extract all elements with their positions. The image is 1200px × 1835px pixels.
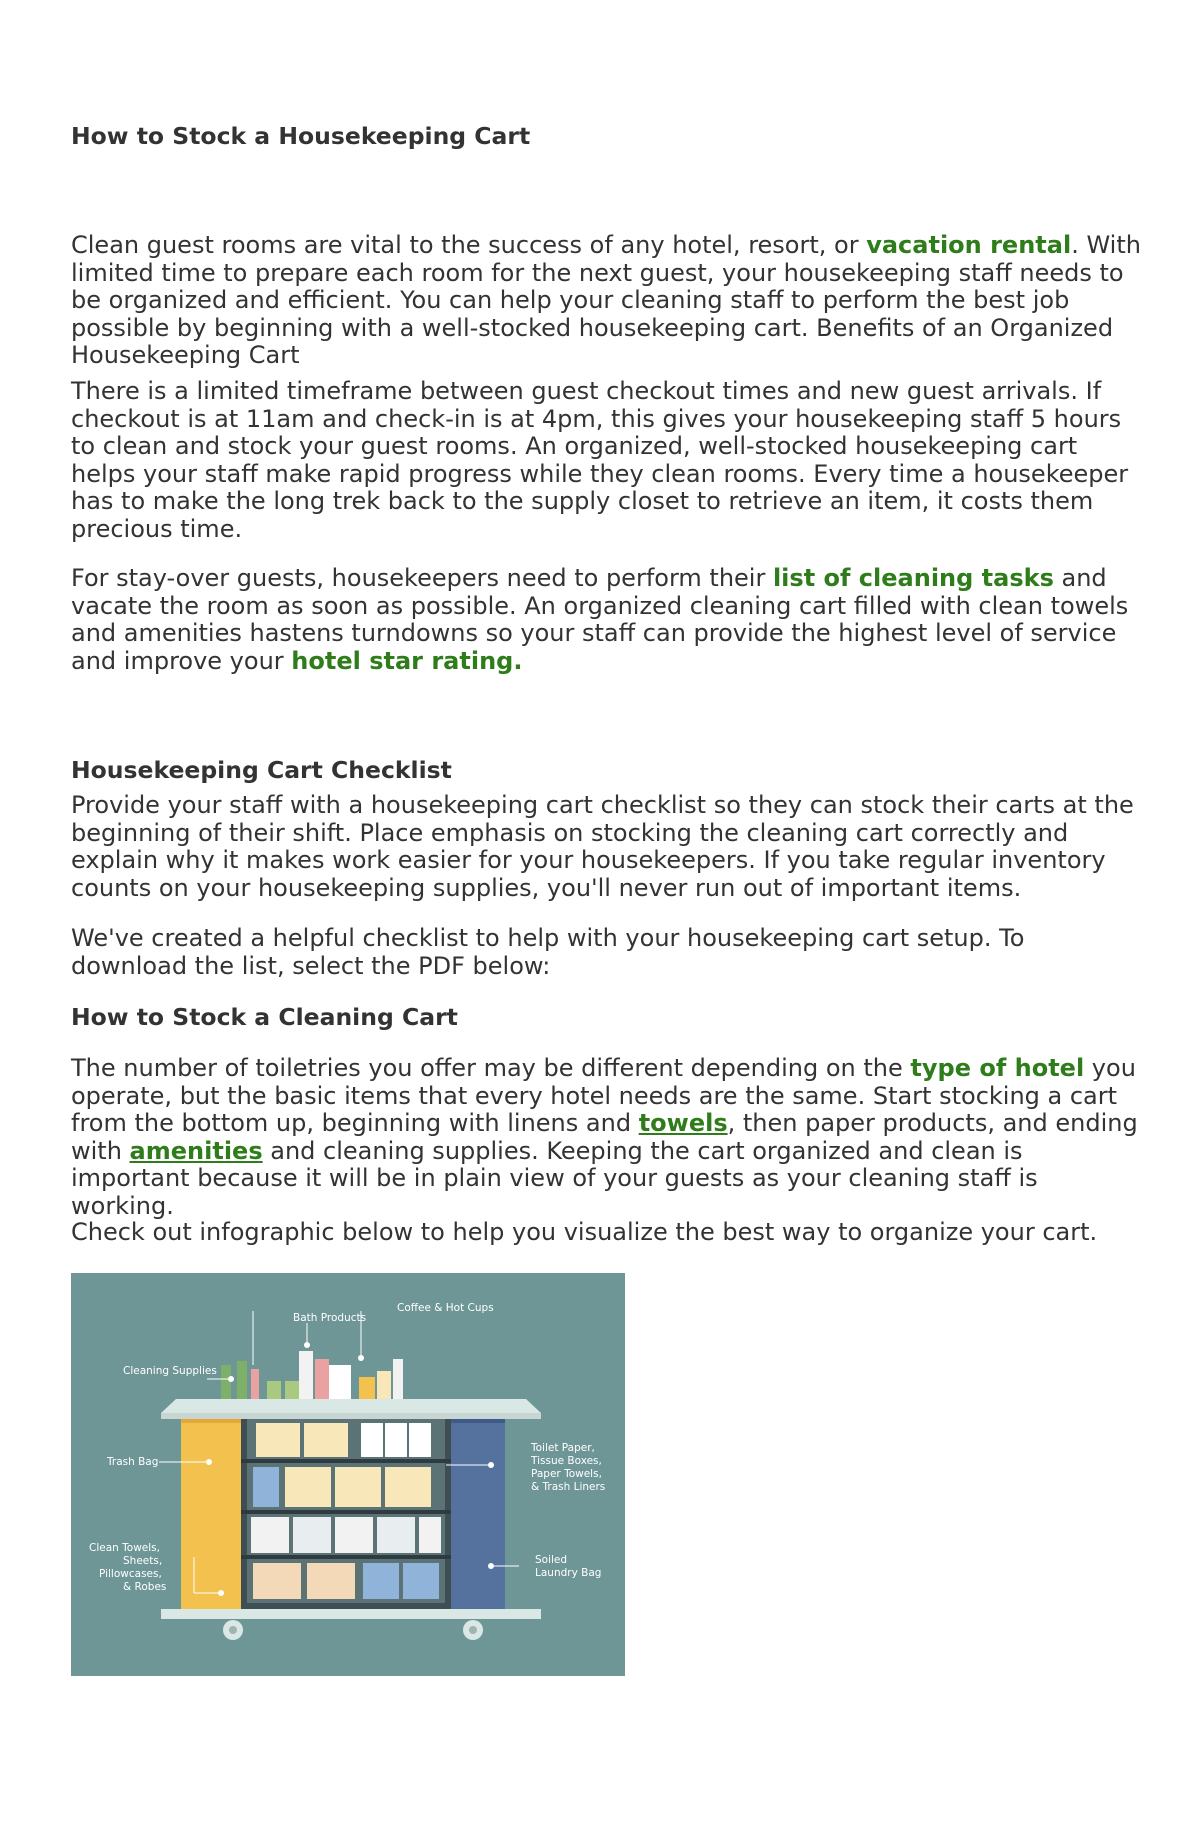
stock-cart-heading: How to Stock a Cleaning Cart — [71, 1003, 458, 1031]
label-paper-3: Paper Towels, — [531, 1468, 602, 1480]
coffee-cups-icon — [377, 1371, 391, 1399]
timeframe-paragraph: There is a limited timeframe between guest checkout times and new guest arrivals. If checkout is at 11am and check-in is at 4pm, this gives your housekeeping staff 5 hours to clean and stock your guest rooms. An organized, well-stocked housekeeping cart helps your staff make rapid progress while they clean rooms. Every time a housekeeper has to make the long trek back to the supply closet to retrieve an item, it costs them precious time. — [71, 377, 1129, 543]
bath-products-icon — [299, 1351, 313, 1399]
page-title: How to Stock a Housekeeping Cart — [71, 122, 531, 150]
hotel-star-rating-link[interactable]: hotel star rating. — [291, 646, 523, 675]
label-paper-1: Toilet Paper, — [531, 1442, 595, 1454]
label-laundry-2: Laundry Bag — [535, 1567, 602, 1579]
toiletries-text-3: , then paper products, and ending with — [71, 1109, 1138, 1165]
stayover-paragraph — [71, 565, 1141, 675]
label-paper-2: Tissue Boxes, — [531, 1455, 602, 1467]
checklist-heading: Housekeeping Cart Checklist — [71, 756, 452, 784]
cleaning-tasks-link[interactable]: list of cleaning tasks — [772, 564, 1054, 592]
cart-top — [161, 1399, 541, 1413]
label-towels-3: Pillowcases, — [99, 1568, 162, 1580]
label-cleaning-supplies: Cleaning Supplies — [123, 1365, 217, 1377]
checklist-paragraph: Provide your staff with a housekeeping cart checklist so they can stock their carts at the beginning of their shift. Place emphasis on stocking the cleaning cart correctly and explain why it makes work easier for your housekeepers. If you take regular inventory counts on your housekeeping supplies, you'll never run out of important items. — [71, 791, 1134, 902]
cart-base — [161, 1609, 541, 1619]
cart-illustration — [71, 1273, 625, 1676]
label-towels-1: Clean Towels, — [89, 1542, 160, 1554]
type-of-hotel-link[interactable]: type of hotel — [910, 1054, 1085, 1082]
intro-text-2: . With limited time to prepare each room for the next guest, your housekeeping staff needs to be organized and efficient. You can help your cleaning staff to perform the best job possible by beginning with a well-stocked housekeeping cart. Benefits of an Organized Housekeeping Cart — [71, 231, 1141, 369]
label-towels-4: & Robes — [123, 1581, 167, 1593]
label-towels-2: Sheets, — [123, 1555, 163, 1567]
toiletries-text-2: you operate, but the basic items that every hotel needs are the same. Start stocking a cart from the bottom up, beginning with linens and — [71, 1054, 1136, 1137]
label-laundry-1: Soiled — [535, 1554, 568, 1566]
vacation-rental-link[interactable]: vacation rental — [866, 231, 1072, 259]
intro-text-1: Clean guest rooms are vital to the success of any hotel, resort, or — [71, 231, 867, 259]
stayover-text-1: For stay-over guests, housekeepers need to perform their — [71, 564, 773, 592]
stayover-text-2: and vacate the room as soon as possible. An organized cleaning cart filled with clean towels and amenities hastens turndowns so your staff can provide the highest level of service and improve your — [71, 564, 1129, 675]
towels-link[interactable]: towels — [638, 1109, 728, 1137]
toiletries-paragraph — [71, 1055, 1141, 1220]
infographic-intro: Check out infographic below to help you visualize the best way to organize your cart. — [71, 1218, 1098, 1246]
intro-paragraph — [71, 232, 1141, 370]
label-bath-products: Bath Products — [293, 1312, 367, 1324]
housekeeping-cart-infographic — [71, 1273, 625, 1676]
label-trash-bag: Trash Bag — [107, 1456, 159, 1468]
laundry-bag-icon — [451, 1413, 505, 1609]
trash-bag-icon — [181, 1413, 241, 1609]
toiletries-text-1: The number of toiletries you offer may be different depending on the — [71, 1054, 911, 1082]
label-paper-4: & Trash Liners — [531, 1481, 606, 1493]
download-paragraph: We've created a helpful checklist to help with your housekeeping cart setup. To download the list, select the PDF below: — [71, 924, 1025, 980]
amenities-link[interactable]: amenities — [129, 1136, 263, 1165]
toiletries-text-4: and cleaning supplies. Keeping the cart organized and clean is important because it will be in plain view of your guests as your cleaning staff is working. — [71, 1136, 1038, 1220]
label-coffee: Coffee & Hot Cups — [397, 1302, 494, 1314]
